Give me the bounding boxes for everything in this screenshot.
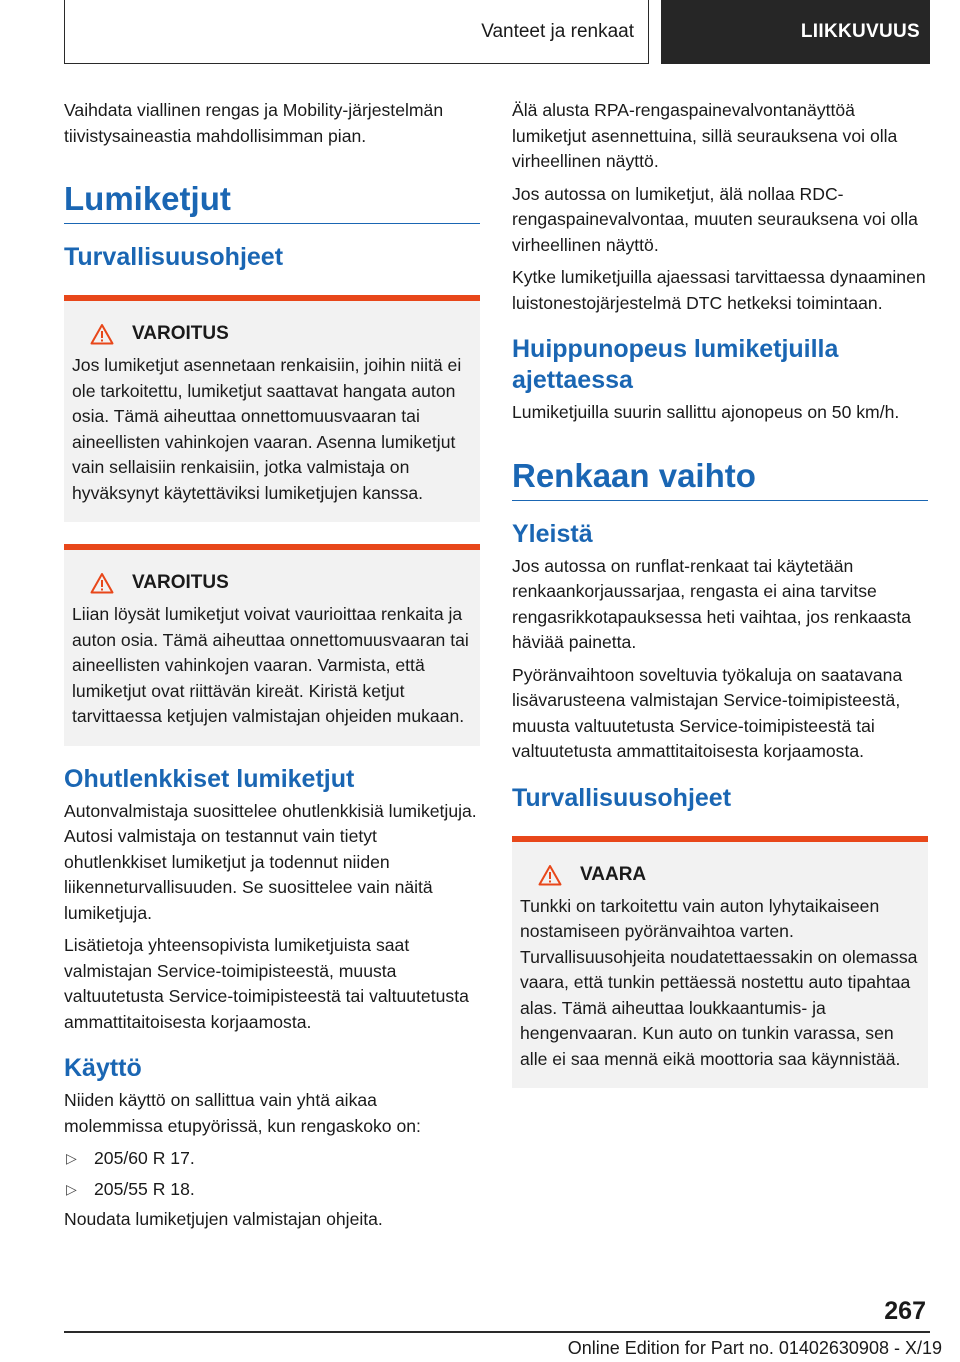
- paragraph: Jos autossa on lumiketjut, älä nollaa RDC-rengaspainevalvontaa, muuten seurauksena voi olla virheellinen näyttö.: [512, 183, 918, 255]
- tire-size-list: [64, 1146, 480, 1202]
- warning-header: [90, 572, 474, 594]
- paragraph: Kytke lumiketjuilla ajaessasi tarvittaessa dynaaminen luistonestojärjestelmä DTC hetkeksi toimintaan.: [512, 267, 926, 313]
- danger-header: [538, 864, 922, 886]
- heading-usage: Käyttö: [64, 1054, 142, 1082]
- danger-text: Tunkki on tarkoitettu vain auton lyhytaikaiseen nostamiseen pyöränvaihtoa varten. Turvallisuusohjeita noudatettaessakin on olemassa vaara, että tunkin pettäessä nostettu auto tipahtaa alas. Tämä aiheuttaa loukkaantumis- ja hengenvaaran. Kun auto on tunkin varassa, sen alle ei saa mennä eikä moottoria saa käynnistää.: [520, 895, 918, 1069]
- tire-size: 205/55 R 18.: [94, 1178, 195, 1199]
- paragraph: Jos autossa on runflat-renkaat tai käytetään renkaankorjaussarjaa, rengasta ei aina tarvitse rengasrikkotapauksessa heti vaihtaa, jos renkaasta häviää painetta.: [512, 555, 912, 652]
- paragraph: Niiden käyttö on sallittua vain yhtä aikaa molemmissa etupyörissä, kun rengaskoko on:: [64, 1090, 421, 1136]
- warning-text: Jos lumiketjut asennetaan renkaisiin, joihin niitä ei ole tarkoitettu, lumiketjut saattavat hangata auton osia. Tämä aiheuttaa onnettomuusvaaran tai aineellisten vahinkojen vaaran. Asenna lumiketjut vain sellaisiin renkaisiin, jotka valmistaja on hyväksynyt käytettäviksi lumiketjujen kanssa.: [72, 355, 462, 503]
- paragraph: Autonvalmistaja suosittelee ohutlenkkisiä lumiketjuja. Autosi valmistaja on testannut vain tietyt ohutlenkkiset lumiketjut ja todennut niiden liikenneturvallisuuden. Se suosittelee vain näitä lumiketjuja.: [64, 800, 477, 923]
- tire-size: 205/60 R 17.: [94, 1148, 195, 1168]
- warning-header: [90, 323, 474, 345]
- intro-paragraph: Vaihdata viallinen rengas ja Mobility-järjestelmän tiivistysaineastia mahdollisimman pian.: [64, 100, 444, 146]
- warning-box: [64, 295, 480, 522]
- warning-title: VAROITUS: [132, 323, 229, 344]
- warning-text: Liian löysät lumiketjut voivat vaurioittaa renkaita ja auton osia. Tämä aiheuttaa onnettomuusvaaran tai aineellisten vahinkojen vaaran. Varmista, että lumiketjut ovat riittävän kireät. Kiristä ketjut tarvittaessa ketjujen valmistajan ohjeiden mukaan.: [72, 604, 469, 726]
- warning-triangle-icon: [538, 864, 562, 886]
- paragraph: Noudata lumiketjujen valmistajan ohjeita.: [64, 1209, 383, 1229]
- paragraph: Lumiketjuilla suurin sallittu ajonopeus on 50 km/h.: [512, 402, 900, 422]
- warning-triangle-icon: [90, 323, 114, 345]
- paragraph: Älä alusta RPA-rengaspainevalvontanäyttöä lumiketjut asennettuina, sillä seurauksena voi olla virheellinen näyttö.: [512, 100, 898, 171]
- warning-box: [64, 544, 480, 746]
- list-item: [64, 1146, 480, 1172]
- heading-snow-chains: Lumiketjut: [64, 179, 480, 224]
- bullet-triangle-icon: ▷: [66, 1150, 77, 1166]
- heading-max-speed: Huippunopeus lumiketjuilla ajettaessa: [512, 335, 839, 394]
- heading-tire-change: Renkaan vaihto: [512, 456, 928, 501]
- bullet-triangle-icon: ▷: [66, 1180, 77, 1197]
- section-title: Vanteet ja renkaat: [64, 0, 649, 64]
- warning-triangle-icon: [90, 572, 114, 594]
- footer-divider: [64, 1331, 930, 1333]
- list-item: [64, 1177, 480, 1203]
- heading-fine-link-chains: Ohutlenkkiset lumiketjut: [64, 764, 355, 793]
- edition-footer: Online Edition for Part no. 01402630908 - X/19: [567, 1338, 942, 1358]
- warning-title: VAROITUS: [132, 572, 229, 593]
- left-column: [64, 98, 480, 1240]
- page-header: [64, 0, 930, 64]
- danger-title: VAARA: [580, 863, 647, 885]
- danger-box: [512, 836, 928, 1089]
- right-column: [512, 98, 928, 1102]
- chapter-tab: LIIKKUVUUS: [661, 0, 930, 64]
- page-number: 267: [884, 1297, 926, 1325]
- heading-general: Yleistä: [512, 519, 593, 548]
- paragraph: Pyöränvaihtoon soveltuvia työkaluja on saatavana lisävarusteena valmistajan Service-toimipisteestä, muusta valtuutetusta Service-toimipisteestä tai valtuutetusta ammattitaitoisesta korjaamosta.: [512, 664, 903, 761]
- heading-safety-instructions: Turvallisuusohjeet: [512, 783, 732, 812]
- heading-safety-instructions: Turvallisuusohjeet: [64, 243, 284, 271]
- paragraph: Lisätietoja yhteensopivista lumiketjuista saat valmistajan Service-toimipisteestä, muusta valtuutetusta Service-toimipisteestä tai valtuutetusta ammattitaitoisesta korjaamosta.: [64, 935, 469, 1032]
